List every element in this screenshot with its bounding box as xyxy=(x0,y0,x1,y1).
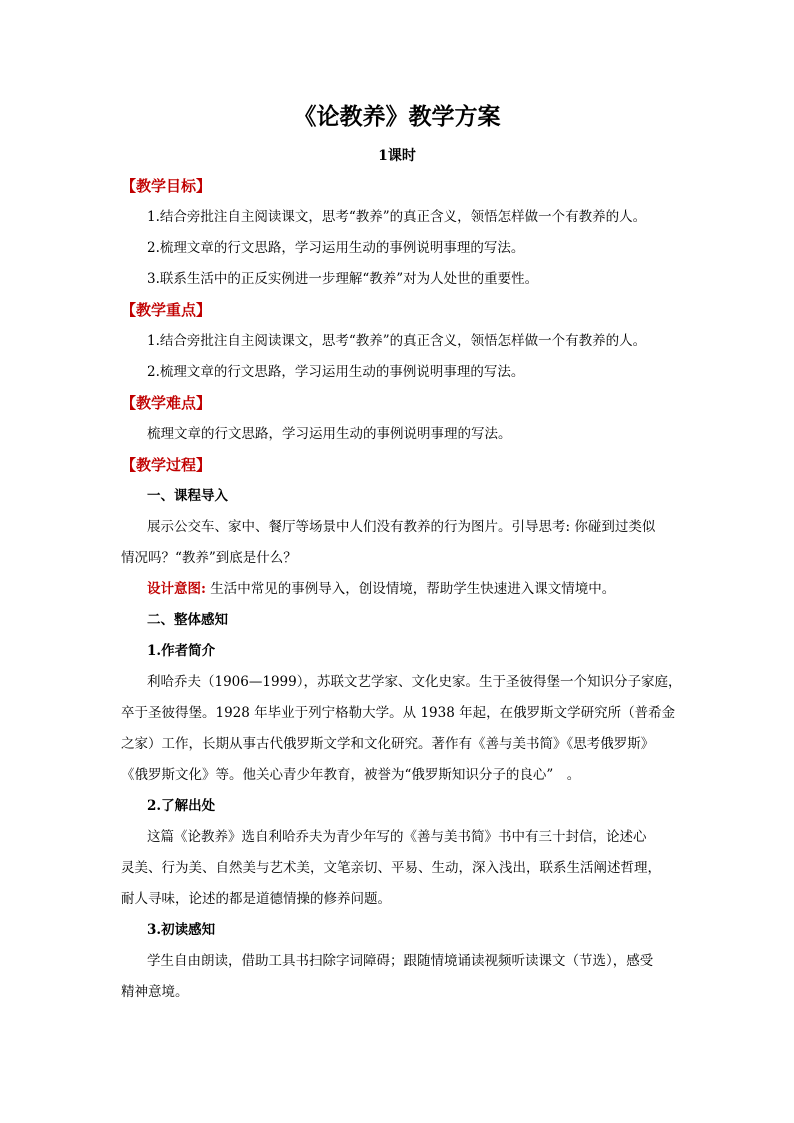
objective-item-1: 1.结合旁批注自主阅读课文，思考“教养”的真正含义，领悟怎样做一个有教养的人。 xyxy=(147,209,647,225)
source-line-3: 耐人寻味，论述的都是道德情操的修养问题。 xyxy=(121,891,391,907)
design-intent-text: 生活中常见的事例导入，创设情境，帮助学生快速进入课文情境中。 xyxy=(210,581,616,597)
heading-keypoints: 【教学重点】 xyxy=(121,301,212,319)
intro-line-2: 情况吗？“教养”到底是什么？ xyxy=(121,550,297,566)
section-intro-title: 一、课程导入 xyxy=(147,488,228,504)
source-line-2: 灵美、行为美、自然美与艺术美，文笔亲切、平易、生动，深入浅出，联系生活阐述哲理， xyxy=(121,860,661,876)
reading-line-2: 精神意境。 xyxy=(121,984,189,1000)
objective-item-3: 3.联系生活中的正反实例进一步理解“教养”对为人处世的重要性。 xyxy=(147,271,539,287)
intro-line-1: 展示公交车、家中、餐厅等场景中人们没有教养的行为图片。引导思考: 你碰到过类似 xyxy=(147,519,656,535)
section-overview-title: 二、整体感知 xyxy=(147,612,228,628)
heading-objectives: 【教学目标】 xyxy=(121,177,212,195)
document-title: 《论教养》教学方案 xyxy=(293,103,501,130)
keypoint-item-1: 1.结合旁批注自主阅读课文，思考“教养”的真正含义，领悟怎样做一个有教养的人。 xyxy=(147,333,647,349)
author-line-2: 卒于圣彼得堡。1928 年毕业于列宁格勒大学。从 1938 年起，在俄罗斯文学研究所（普希金 xyxy=(121,705,676,721)
difficulty-text: 梳理文章的行文思路，学习运用生动的事例说明事理的写法。 xyxy=(147,426,512,442)
source-line-1: 这篇《论教养》选自利哈乔夫为青少年写的《善与美书简》书中有三十封信，论述心 xyxy=(147,829,647,845)
design-intent xyxy=(147,579,615,599)
design-intent-label: 设计意图: xyxy=(147,581,206,597)
objective-item-2: 2.梳理文章的行文思路，学习运用生动的事例说明事理的写法。 xyxy=(147,240,525,256)
document-subtitle: 1课时 xyxy=(378,148,416,164)
heading-process: 【教学过程】 xyxy=(121,456,212,474)
author-line-4: 《俄罗斯文化》等。他关心青少年教育，被誉为“俄罗斯知识分子的良心” 。 xyxy=(121,767,581,783)
keypoint-item-2: 2.梳理文章的行文思路，学习运用生动的事例说明事理的写法。 xyxy=(147,364,525,380)
author-line-3: 之家）工作，长期从事古代俄罗斯文学和文化研究。著作有《善与美书简》《思考俄罗斯》 xyxy=(121,736,655,752)
author-intro-title: 1.作者简介 xyxy=(147,643,216,659)
source-title: 2.了解出处 xyxy=(147,798,216,814)
reading-title: 3.初读感知 xyxy=(147,922,216,938)
heading-difficulty: 【教学难点】 xyxy=(121,394,212,412)
reading-line-1: 学生自由朗读，借助工具书扫除字词障碍；跟随情境诵读视频听读课文（节选），感受 xyxy=(147,953,654,969)
author-line-1: 利哈乔夫（1906—1999），苏联文艺学家、文化史家。生于圣彼得堡一个知识分子家庭， xyxy=(147,674,682,690)
